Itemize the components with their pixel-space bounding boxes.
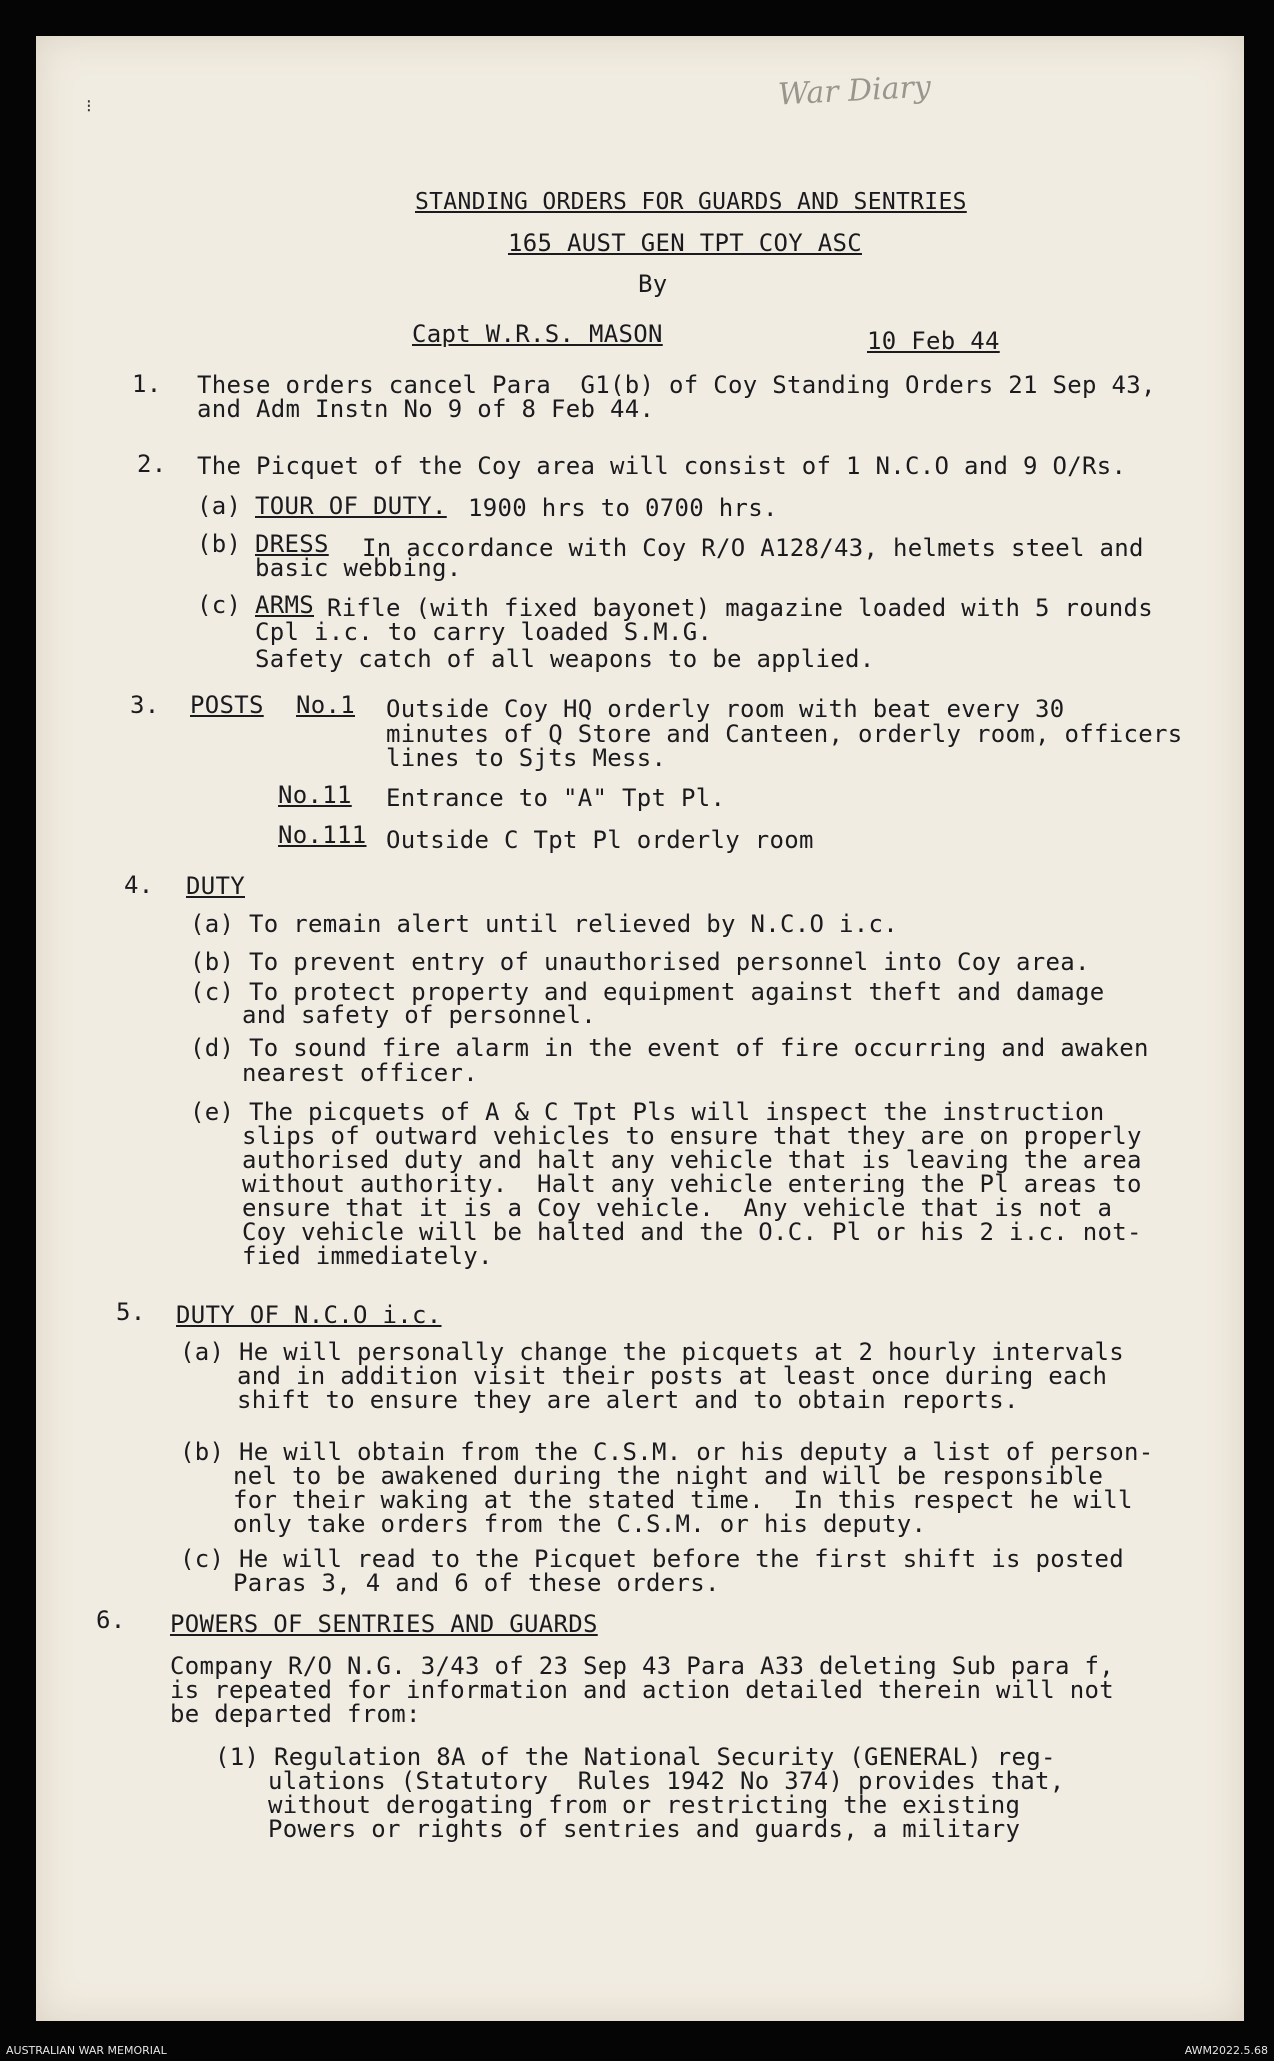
line-p1-num: 1. xyxy=(132,370,162,398)
line-p4e7: fied immediately. xyxy=(242,1242,493,1270)
line-p4e6: Coy vehicle will be halted and the O.C. Pl or his 2 i.c. not- xyxy=(242,1218,1142,1246)
line-p3-no11-l1: Entrance to "A" Tpt Pl. xyxy=(386,784,726,812)
line-p5c1: (c) He will read to the Picquet before the first shift is posted xyxy=(180,1545,1124,1573)
line-p4e3: authorised duty and halt any vehicle that is leaving the area xyxy=(242,1146,1142,1174)
line-p3-no1-l3: lines to Sjts Mess. xyxy=(386,744,667,772)
line-p1-l1: These orders cancel Para G1(b) of Coy Standing Orders 21 Sep 43, xyxy=(197,371,1156,399)
footer-source: AUSTRALIAN WAR MEMORIAL xyxy=(6,2044,167,2057)
line-p3-no1: No.1 xyxy=(296,691,355,719)
line-p3-no111: No.111 xyxy=(278,821,367,849)
line-p4d1: (d) To sound fire alarm in the event of fire occurring and awaken xyxy=(190,1034,1149,1062)
handwritten-note: War Diary xyxy=(777,69,932,113)
line-p5b3: for their waking at the stated time. In this respect he will xyxy=(233,1486,1133,1514)
line-p4d2: nearest officer. xyxy=(242,1059,478,1087)
author: Capt W.R.S. MASON xyxy=(412,320,663,348)
line-p6-1d: Powers or rights of sentries and guards, a military xyxy=(268,1815,1021,1843)
line-p6-l2: is repeated for information and action detailed therein will not xyxy=(170,1676,1114,1704)
page-mark: ⁝ xyxy=(86,96,92,117)
line-p2a-text: 1900 hrs to 0700 hrs. xyxy=(468,494,778,522)
line-p4c1: (c) To protect property and equipment against theft and damage xyxy=(190,978,1105,1006)
line-p3-head: POSTS xyxy=(190,691,264,719)
line-p2c-text3: Safety catch of all weapons to be applied. xyxy=(255,645,875,673)
line-p6-l3: be departed from: xyxy=(170,1700,421,1728)
line-p4e2: slips of outward vehicles to ensure that they are on properly xyxy=(242,1122,1142,1150)
line-p6-num: 6. xyxy=(96,1606,126,1634)
line-p2a-head: TOUR OF DUTY. xyxy=(255,492,447,520)
line-p3-no1-l2: minutes of Q Store and Canteen, orderly room, officers xyxy=(386,720,1183,748)
line-p4e5: ensure that it is a Coy vehicle. Any vehicle that is not a xyxy=(242,1194,1113,1222)
line-p5a3: shift to ensure they are alert and to obtain reports. xyxy=(237,1386,1019,1414)
line-p3-no111-l1: Outside C Tpt Pl orderly room xyxy=(386,826,814,854)
line-p2a-label: (a) xyxy=(197,492,242,520)
line-p4c2: and safety of personnel. xyxy=(242,1001,596,1029)
line-p6-1a: (1) Regulation 8A of the National Security (GENERAL) reg- xyxy=(215,1743,1056,1771)
line-p5a1: (a) He will personally change the picquets at 2 hourly intervals xyxy=(180,1338,1124,1366)
line-p4-num: 4. xyxy=(124,871,154,899)
document-title: STANDING ORDERS FOR GUARDS AND SENTRIES xyxy=(415,189,967,215)
document-date: 10 Feb 44 xyxy=(867,327,1000,355)
by-label: By xyxy=(638,270,668,298)
line-p3-no1-l1: Outside Coy HQ orderly room with beat every 30 xyxy=(386,695,1065,723)
line-p2b-text1: In accordance with Coy R/O A128/43, helmets steel and xyxy=(362,534,1144,562)
line-p5c2: Paras 3, 4 and 6 of these orders. xyxy=(233,1569,720,1597)
line-p1-l2: and Adm Instn No 9 of 8 Feb 44. xyxy=(197,395,655,423)
line-p2c-text2: Cpl i.c. to carry loaded S.M.G. xyxy=(255,618,713,646)
line-p4-head: DUTY xyxy=(186,872,245,900)
line-p3-num: 3. xyxy=(130,691,160,719)
line-p5-head: DUTY OF N.C.O i.c. xyxy=(176,1301,442,1329)
line-p4b: (b) To prevent entry of unauthorised personnel into Coy area. xyxy=(190,948,1090,976)
line-p2b-label: (b) xyxy=(197,530,242,558)
line-p5b1: (b) He will obtain from the C.S.M. or his deputy a list of person- xyxy=(180,1438,1154,1466)
line-p6-head: POWERS OF SENTRIES AND GUARDS xyxy=(170,1610,598,1638)
line-p2-num: 2. xyxy=(137,450,167,478)
line-p2c-text1: Rifle (with fixed bayonet) magazine loaded with 5 rounds xyxy=(327,594,1153,622)
line-p5b4: only take orders from the C.S.M. or his deputy. xyxy=(233,1510,927,1538)
line-p6-1c: without derogating from or restricting the existing xyxy=(268,1791,1021,1819)
line-p2b-head: DRESS xyxy=(255,530,329,558)
line-p3-no11: No.11 xyxy=(278,781,352,809)
unit-name: 165 AUST GEN TPT COY ASC xyxy=(508,229,862,257)
line-p2b-text2: basic webbing. xyxy=(255,554,462,582)
footer-id: AWM2022.5.68 xyxy=(1184,2044,1268,2057)
line-p5a2: and in addition visit their posts at least once during each xyxy=(237,1362,1108,1390)
line-p2-l1: The Picquet of the Coy area will consist of 1 N.C.O and 9 O/Rs. xyxy=(197,452,1127,480)
line-p6-1b: ulations (Statutory Rules 1942 No 374) provides that, xyxy=(268,1767,1065,1795)
line-p2c-head: ARMS xyxy=(255,591,314,619)
line-p5-num: 5. xyxy=(116,1298,146,1326)
line-p5b2: nel to be awakened during the night and will be responsible xyxy=(233,1462,1104,1490)
line-p2c-label: (c) xyxy=(197,591,242,619)
line-p6-l1: Company R/O N.G. 3/43 of 23 Sep 43 Para A33 deleting Sub para f, xyxy=(170,1652,1114,1680)
line-p4e1: (e) The picquets of A & C Tpt Pls will inspect the instruction xyxy=(190,1098,1105,1126)
line-p4a: (a) To remain alert until relieved by N.C.O i.c. xyxy=(190,910,898,938)
line-p4e4: without authority. Halt any vehicle entering the Pl areas to xyxy=(242,1170,1142,1198)
